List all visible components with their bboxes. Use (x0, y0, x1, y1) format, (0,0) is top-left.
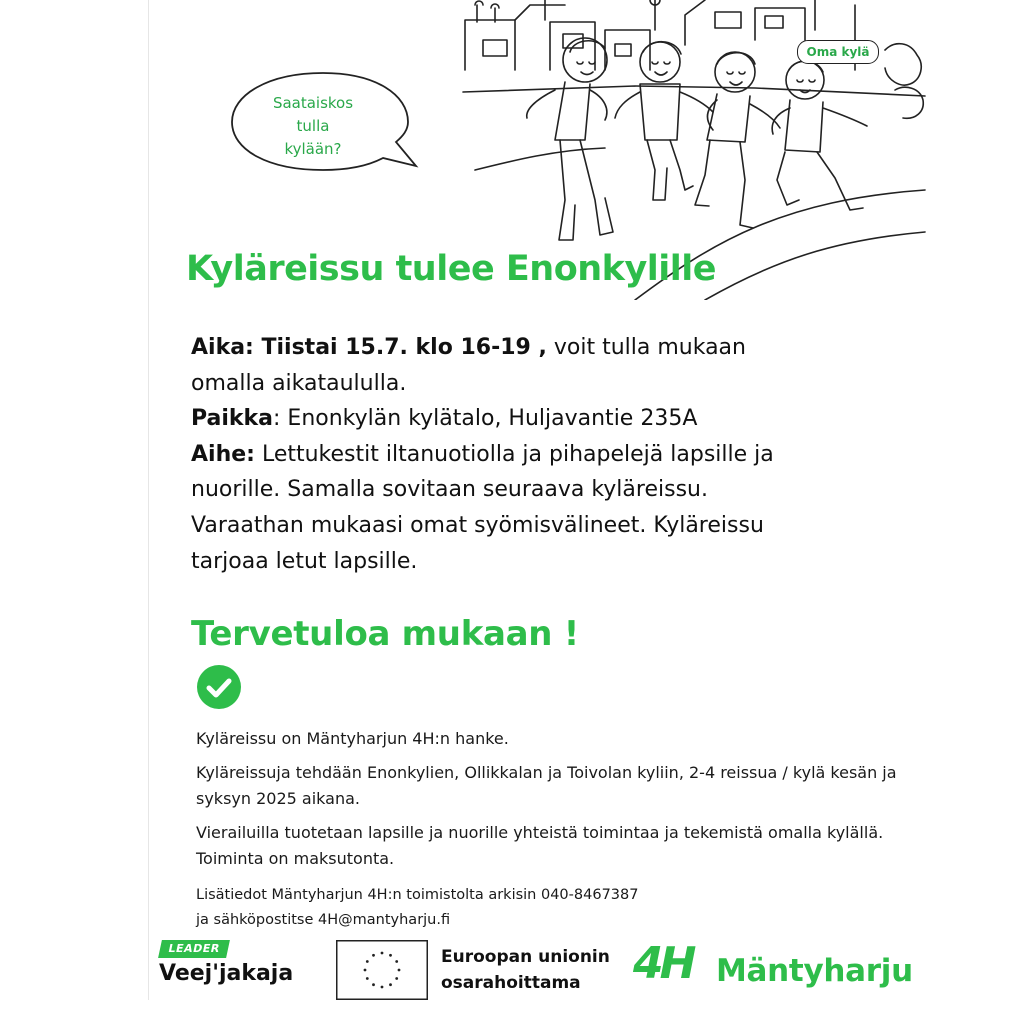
leader-badge: LEADER (158, 940, 230, 958)
village-sign: Oma kylä (797, 40, 879, 64)
contact-phone: Lisätiedot Mäntyharjun 4H:n toimistolta arkisin 040-8467387 (196, 887, 639, 903)
page-title: Kyläreissu tulee Enonkylille (186, 249, 716, 289)
contact-info (196, 883, 796, 933)
time-paragraph (191, 330, 791, 401)
topic-text: Lettukestit iltanuotiolla ja pihapelejä lapsille ja nuorille. Samalla sovitaan seuraava kyläreissu. Varaathan mukaasi omat syömisvälineet. Kyläreissu tarjoaa letut lapsille. (191, 441, 774, 574)
time-text: voit tulla mukaan omalla aikataululla. (191, 335, 746, 396)
eu-line: osarahoittama (441, 973, 581, 993)
fourh-logo-mark: 4H (633, 938, 693, 989)
topic-label: Aihe: (191, 441, 255, 467)
page-edge-line (148, 0, 149, 1000)
speech-bubble-text (258, 92, 368, 161)
topic-paragraph (191, 437, 791, 579)
place-text: : Enonkylän kylätalo, Huljavantie 235A (273, 406, 698, 432)
checkmark-icon (196, 664, 242, 710)
eu-funding-text (441, 944, 610, 996)
speech-line: Saataiskos (272, 94, 354, 112)
eu-line: Euroopan unionin (441, 947, 610, 967)
project-details (196, 726, 916, 880)
details-paragraph: Kyläreissu on Mäntyharjun 4H:n hanke. (196, 729, 509, 748)
fourh-logo-name: Mäntyharju (716, 953, 913, 989)
details-paragraph: Vierailuilla tuotetaan lapsille ja nuorille yhteistä toimintaa ja tekemistä omalla kylällä. Toiminta on maksutonta. (196, 823, 884, 868)
eu-flag-icon (336, 940, 428, 1000)
place-paragraph (191, 401, 791, 437)
time-label: Aika: Tiistai 15.7. klo 16-19 , (191, 335, 547, 360)
contact-email: ja sähköpostitse 4H@mantyharju.fi (196, 912, 451, 928)
event-info (191, 330, 791, 579)
speech-line: kylään? (284, 140, 342, 158)
place-label: Paikka (191, 406, 274, 432)
welcome-heading: Tervetuloa mukaan ! (191, 614, 579, 654)
speech-line: tulla (296, 117, 330, 135)
details-paragraph: Kyläreissuja tehdään Enonkylien, Ollikkalan ja Toivolan kyliin, 2-4 reissua / kylä kesän ja syksyn 2025 aikana. (196, 763, 897, 808)
leader-group-name: Veej'jakaja (159, 961, 294, 986)
